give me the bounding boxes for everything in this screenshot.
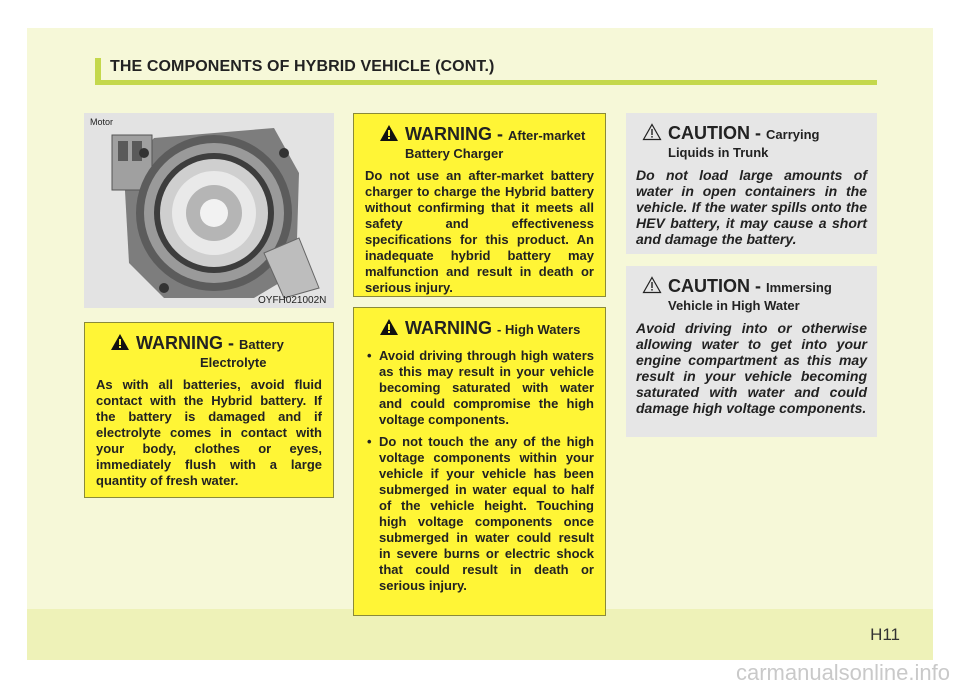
- warning-subtitle-2: Battery Charger: [405, 146, 504, 161]
- warning-kind: WARNING -: [136, 333, 234, 353]
- caution-subtitle: Immersing: [766, 280, 832, 295]
- warning-battery-electrolyte: [84, 322, 334, 498]
- warning-triangle-icon: [379, 318, 399, 340]
- caution-subtitle-2: Liquids in Trunk: [668, 145, 769, 160]
- warning-subtitle: After-market: [508, 128, 586, 143]
- caution-triangle-icon: [642, 276, 662, 298]
- warning-aftermarket-charger: [353, 113, 606, 297]
- caution-kind: CAUTION -: [668, 276, 761, 296]
- figure-label: Motor: [90, 117, 114, 127]
- list-item: • Avoid driving through high waters as this may result in your vehicle becoming saturated with water and could compromise the high voltage components.: [379, 348, 594, 428]
- section-title: THE COMPONENTS OF HYBRID VEHICLE (CONT.): [110, 58, 495, 75]
- warning-subtitle: - High Waters: [497, 322, 581, 337]
- page-number: H11: [870, 625, 900, 644]
- motor-image: [84, 113, 334, 308]
- figure-code: OYFH021002N: [258, 295, 327, 306]
- warning-subtitle: Battery: [239, 337, 284, 352]
- caution-body: Avoid driving into or otherwise allowing water to get into your engine compartment as this may result in your vehicle becoming saturated with water and could damage high voltage components.: [636, 320, 867, 416]
- warning-bullet-list: [365, 348, 594, 594]
- caution-triangle-icon: [642, 123, 662, 145]
- caution-subtitle-2: Vehicle in High Water: [668, 298, 800, 313]
- warning-body: Do not use an after-market battery charger to charge the Hybrid battery without confirming that it meets all safety and effectiveness specifications for this product. An inadequate hybrid battery may malfunction and result in death or serious injury.: [365, 168, 594, 295]
- caution-kind: CAUTION -: [668, 123, 761, 143]
- caution-immersing-vehicle: [626, 266, 877, 437]
- caution-carrying-liquids: [626, 113, 877, 254]
- warning-kind: WARNING -: [405, 124, 503, 144]
- list-item: • Do not touch the any of the high voltage components within your vehicle if your vehicle has been submerged in water equal to half of the vehicle height. Touching high voltage components once submerged in water could result in severe burns or electric shock that could result in death or serious injury.: [379, 434, 594, 594]
- warning-high-waters: [353, 307, 606, 616]
- warning-subtitle-2: Electrolyte: [200, 355, 267, 370]
- caution-subtitle: Carrying: [766, 127, 820, 142]
- header-rule: [95, 80, 877, 85]
- caution-body: Do not load large amounts of water in open containers in the vehicle. If the water spills onto the HEV battery, it may cause a short and damage the battery.: [636, 167, 867, 247]
- warning-kind: WARNING: [405, 318, 492, 338]
- warning-triangle-icon: [379, 124, 399, 146]
- warning-body: As with all batteries, avoid fluid contact with the Hybrid battery. If the battery is damaged and if electrolyte comes in contact with your body, clothes or eyes, immediately flush with a large quantity of fresh water.: [96, 377, 322, 488]
- warning-triangle-icon: [110, 333, 130, 355]
- footer-band: [27, 609, 933, 660]
- watermark: carmanualsonline.info: [735, 660, 950, 685]
